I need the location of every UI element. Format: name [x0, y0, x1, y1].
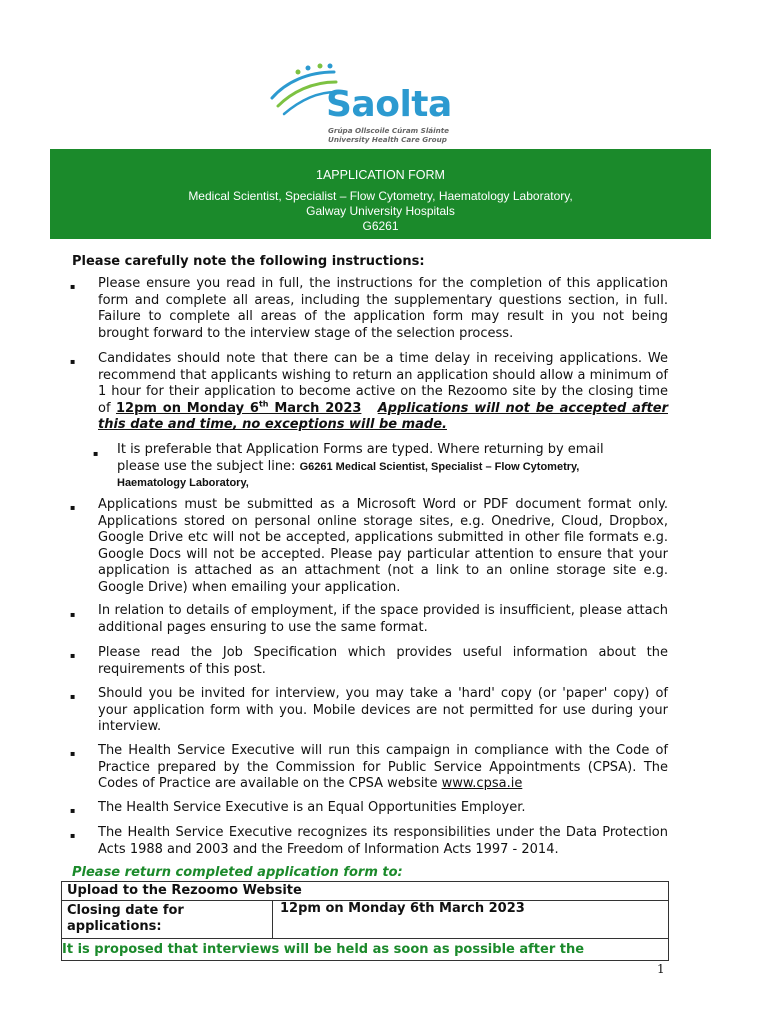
- logo-subtitle-english: University Health Care Group: [328, 135, 447, 144]
- closing-date-value: 12pm on Monday 6th March 2023: [280, 901, 525, 916]
- bullet-icon: ▪: [70, 831, 76, 840]
- post-title: Medical Scientist, Specialist – Flow Cytometry, Haematology Laboratory,: [188, 189, 573, 203]
- bullet-icon: ▪: [70, 282, 76, 291]
- table-divider: [272, 900, 273, 938]
- form-title: 1APPLICATION FORM: [316, 168, 445, 182]
- post-reference: G6261: [362, 219, 399, 233]
- instruction-item-9: The Health Service Executive recognizes its responsibilities under the Data Protection Acts 1988 and 2003 and the Freedom of Information Acts 1997 - 2014.: [98, 825, 668, 857]
- bullet-icon: ▪: [70, 357, 76, 366]
- bullet-icon: ▪: [70, 749, 76, 758]
- bullet-icon: ▪: [70, 651, 76, 660]
- return-table: [61, 881, 669, 961]
- instruction-item-6: Should you be invited for interview, you may take a 'hard' copy (or 'paper' copy) of your application form with you. Mobile devices are not permitted for use during your interview.: [98, 686, 668, 735]
- closing-deadline: 12pm on Monday 6th March 2023: [115, 399, 362, 416]
- logo-subtitle-irish: Grúpa Ollscoile Cúram Sláinte: [328, 126, 450, 135]
- return-table-row-closing: [62, 900, 668, 939]
- cpsa-website-link[interactable]: www.cpsa.ie: [441, 776, 523, 792]
- upload-instruction: Upload to the Rezoomo Website: [67, 883, 302, 898]
- email-subject-instruction: It is preferable that Application Forms are typed. Where returning by email please use the subject line: G6261 Medical Scientist, Specialist – Flow Cytometry, Haematology Laboratory,: [117, 442, 604, 490]
- instruction-item-3: Applications must be submitted as a Microsoft Word or PDF document format only. Applications stored on personal online storage sites, e.g. Onedrive, Cloud, Dropbox, Google Drive etc will not be accepted, applications submitted in other file formats e.g. Google Docs will not be accepted. Please pay particular attention to ensure that your application is attached as an attachment (not a link to an online storage site e.g. Google Drive) when emailing your application.: [98, 497, 668, 595]
- return-table-row-upload: [62, 882, 668, 901]
- instructions-heading: Please carefully note the following instructions:: [72, 254, 425, 269]
- saolta-logo: [268, 62, 498, 148]
- instruction-item-5: Please read the Job Specification which provides useful information about the requirements of this post.: [98, 645, 668, 677]
- instruction-item-2: Candidates should note that there can be a time delay in receiving applications. We recommend that applicants wishing to return an application should allow a minimum of 1 hour for their application to become active on the Rezoomo site by the closing time of 12pm on Monday 6th March 2023 Applications will not be accepted after this date and time, no exceptions will be made.: [98, 351, 668, 433]
- instruction-item-8: The Health Service Executive is an Equal Opportunities Employer.: [98, 800, 526, 815]
- deadline-warning: Applications will not be accepted after this date and time, no exceptions will be made.: [98, 400, 668, 433]
- interview-note: It is proposed that interviews will be held as soon as possible after the: [62, 942, 585, 957]
- bullet-icon: ▪: [70, 692, 76, 701]
- title-banner: [50, 149, 711, 239]
- closing-date-label: Closing date for applications:: [67, 903, 184, 934]
- instruction-item-4: In relation to details of employment, if the space provided is insufficient, please attach additional pages ensuring to use the same format.: [98, 603, 668, 635]
- instruction-item-7: The Health Service Executive will run this campaign in compliance with the Code of Practice prepared by the Commission for Public Service Appointments (CPSA). The Codes of Practice are available on the CPSA website www.cpsa.ie: [98, 743, 668, 792]
- bullet-icon: ▪: [70, 806, 76, 815]
- sub-bullet-icon: ▪: [93, 449, 99, 458]
- email-subject-line: G6261 Medical Scientist, Specialist – Flow Cytometry, Haematology Laboratory,: [117, 460, 580, 490]
- post-location: Galway University Hospitals: [306, 204, 455, 218]
- return-heading: Please return completed application form to:: [72, 865, 403, 880]
- bullet-icon: ▪: [70, 503, 76, 512]
- page-number: 1: [657, 962, 665, 976]
- instruction-item-1: Please ensure you read in full, the instructions for the completion of this application form and complete all areas, including the supplementary questions section, in full. Failure to complete all areas of the application form may result in you not being brought forward to the interview stage of the selection process.: [98, 276, 668, 341]
- bullet-icon: ▪: [70, 610, 76, 619]
- logo-wordmark: Saolta: [326, 84, 452, 125]
